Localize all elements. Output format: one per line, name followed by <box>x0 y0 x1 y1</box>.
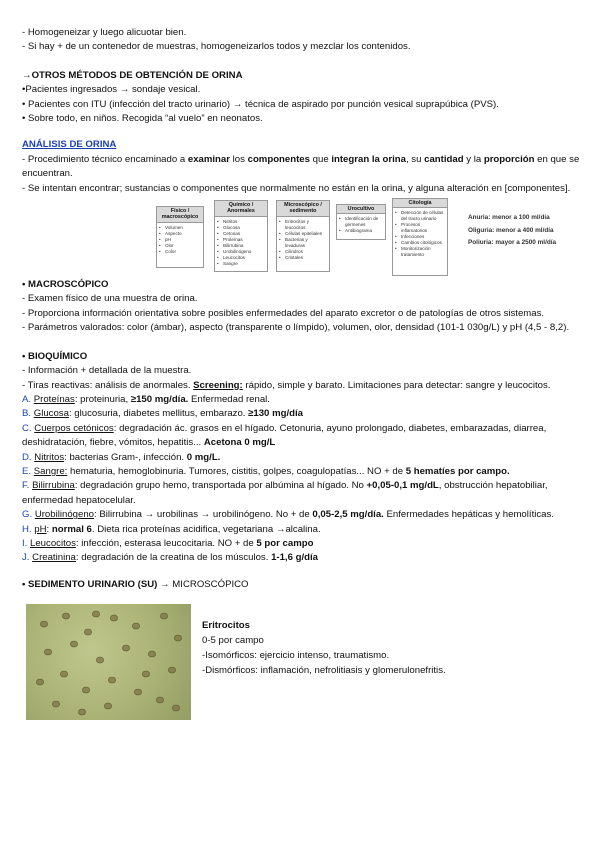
bioquimico-item: J. Creatinina: degradación de la creatina de los músculos. 1-1,6 g/día <box>22 552 318 564</box>
erythrocyte-cell <box>60 671 67 677</box>
text-paragraph: - Proporciona información orientativa sobre posibles enfermedades del aparato excretor o de patologías de otros sistemas. <box>22 307 545 319</box>
microscopico-list <box>277 217 329 263</box>
diagram-item: • Aspecto <box>165 231 201 237</box>
quimico-list <box>215 217 267 269</box>
citologia-title: Citología <box>393 199 447 208</box>
erythrocyte-cell <box>52 701 59 707</box>
diagram-item: • Olor <box>165 243 201 249</box>
bioquimico-item: H. pH: normal 6. Dieta rica proteínas acidifica, vegetariana →alcalina. <box>22 523 321 535</box>
text-paragraph: - Parámetros valorados: color (ámbar), aspecto (transparente o límpido), volumen, olor, densidad (101-1 030g/L) y pH (4,5 - 8,2). <box>22 322 570 334</box>
erythrocyte-cell <box>148 651 155 657</box>
diagram-item: • Bacterias y levaduras <box>285 237 327 249</box>
diagram-item: • Monitorización tratamiento <box>401 246 445 258</box>
diagram-item: • pH <box>165 237 201 243</box>
diagram-item: • Identificación de gérmenes <box>345 216 383 228</box>
bioquimico-list <box>22 393 582 566</box>
fisico-box <box>156 206 204 268</box>
citologia-list <box>393 208 447 260</box>
diagram-item: • Bilirrubina <box>223 243 265 249</box>
sediment-figure <box>22 604 582 724</box>
text-line: •Pacientes ingresados → sondaje vesical. <box>22 84 201 96</box>
erythrocyte-cell <box>132 623 139 629</box>
macro-section <box>22 278 582 336</box>
sedimento-section <box>22 578 582 724</box>
document-page <box>22 26 582 724</box>
text-line: • Sobre todo, en niños. Recogida “al vuelo” en neonatos. <box>22 113 263 125</box>
citologia-box <box>392 198 448 276</box>
text-paragraph: - Se intentan encontrar; sustancias o componentes que normalmente no están en la orina, y alguna alteración en [componentes]. <box>22 182 571 194</box>
bioquimico-item: I. Leucocitos: infección, esterasa leucocitaria. NO + de 5 por campo <box>22 537 314 549</box>
diagram-item: • Proteínas <box>223 237 265 243</box>
diagram-item: • Glucosa <box>223 225 265 231</box>
anuria-label: Anuria: menor a 100 ml/día <box>468 214 550 222</box>
analisis-link[interactable]: ANÁLISIS DE ORINA <box>22 139 117 151</box>
urocultivo-title: Urocultivo <box>337 205 385 214</box>
quimico-box <box>214 200 268 272</box>
text-line: - Examen físico de una muestra de orina. <box>22 293 198 305</box>
erythrocyte-cell <box>160 613 167 619</box>
bioquimico-section <box>22 350 582 566</box>
diagram-item: • Infecciones <box>401 234 445 240</box>
text-line: 0-5 por campo <box>202 635 264 647</box>
volume-legend <box>468 212 556 250</box>
text-line: -Dismórficos: inflamación, nefrolitiasis y glomerulonefritis. <box>202 665 446 677</box>
urocultivo-box <box>336 204 386 240</box>
erythrocyte-cell <box>104 703 111 709</box>
otros-section <box>22 69 582 127</box>
section-heading: • BIOQUÍMICO <box>22 350 88 362</box>
section-heading: • MACROSCÓPICO <box>22 279 109 291</box>
diagram-item: • Sangre <box>223 261 265 267</box>
diagram-item: • Urobilinógeno <box>223 249 265 255</box>
diagram-item: • Procesos inflamatorios <box>401 222 445 234</box>
diagram-item: • Leucocitos <box>223 255 265 261</box>
bioquimico-item: D. Nitritos: bacterias Gram-, infección. 0 mg/L. <box>22 451 221 463</box>
erythrocyte-cell <box>168 667 175 673</box>
diagram-item: • Volumen <box>165 225 201 231</box>
diagram-item: • Cetonas <box>223 231 265 237</box>
erythrocyte-cell <box>62 613 69 619</box>
diagram-item: • Antibiograma <box>345 228 383 234</box>
bioquimico-item: G. Urobilinógeno: Bilirrubina → urobilinas → urobilinógeno. No + de 0,05-2,5 mg/día. Enfermedades hepáticas y hemolíticas. <box>22 509 554 521</box>
erythrocyte-cell <box>40 621 47 627</box>
text-line: -Isomórficos: ejercicio intenso, traumatismo. <box>202 650 390 662</box>
erythrocyte-cell <box>156 697 163 703</box>
section-heading: • SEDIMENTO URINARIO (SU) → MICROSCÓPICO <box>22 578 249 590</box>
erythrocyte-cell <box>84 629 91 635</box>
erythrocytes-caption <box>202 618 446 678</box>
erythrocyte-cell <box>44 649 51 655</box>
bioquimico-item: E. Sangre: hematuria, hemoglobinuria. Tumores, cistitis, golpes, coagulopatías... NO + de 5 hematíes por campo. <box>22 465 510 477</box>
urine-analysis-diagram <box>22 198 582 276</box>
bioquimico-item: F. Bilirrubina: degradación grupo hemo, transportada por albúmina al hígado. No +0,05-0,1 mg/dL, obstrucción hepatobiliar, enfermedad hepatocelular. <box>22 480 548 506</box>
erythrocyte-cell <box>142 671 149 677</box>
text-line: • Pacientes con ITU (infección del tracto urinario) → técnica de aspirado por punción vesical suprapúbica (PVS). <box>22 98 499 110</box>
text-line: - Información + detallada de la muestra. <box>22 365 192 377</box>
text-line: - Si hay + de un contenedor de muestras, homogeneizarlos todos y mezclar los contenidos. <box>22 41 411 53</box>
text-paragraph: - Tiras reactivas: análisis de anormales. Screening: rápido, simple y barato. Limitaciones para detectar: sangre y leucocitos. <box>22 379 551 391</box>
erythrocyte-cell <box>122 645 129 651</box>
urocultivo-list <box>337 214 385 236</box>
diagram-item: • Color <box>165 249 201 255</box>
diagram-item: • Nitritos <box>223 219 265 225</box>
text-paragraph: - Procedimiento técnico encaminado a examinar los componentes que integran la orina, su cantidad y la proporción en que se encuentran. <box>22 153 580 180</box>
erythrocyte-cell <box>172 705 179 711</box>
erythrocyte-cell <box>70 641 77 647</box>
poliuria-label: Poliuria: mayor a 2500 ml/día <box>468 239 557 247</box>
erythrocyte-cell <box>110 615 117 621</box>
diagram-item: • Cambios citológicos <box>401 240 445 246</box>
erythrocyte-cell <box>92 611 99 617</box>
erythrocyte-cell <box>82 687 89 693</box>
erythrocytes-micrograph <box>26 604 191 720</box>
analisis-section <box>22 138 582 276</box>
microscopico-box <box>276 200 330 272</box>
bioquimico-item: A. Proteínas: proteinuria, ≥150 mg/día. Enfermedad renal. <box>22 393 270 405</box>
bioquimico-item: B. Glucosa: glucosuria, diabetes mellitus, embarazo. ≥130 mg/día <box>22 408 303 420</box>
fisico-title: Físico / macroscópico <box>157 207 203 223</box>
text-line: - Homogeneizar y luego alicuotar bien. <box>22 27 187 38</box>
fisico-list <box>157 223 203 257</box>
section-heading: →OTROS MÉTODOS DE OBTENCIÓN DE ORINA <box>22 69 243 81</box>
diagram-item: • Cristales <box>285 255 327 261</box>
diagram-item: • Detección de células del tracto urinario <box>401 210 445 222</box>
erythrocytes-title: Eritrocitos <box>202 620 250 632</box>
bioquimico-item: C. Cuerpos cetónicos: degradación ác. grasos en el hígado. Cetonuria, ayuno prolongado, diabetes, embarazadas, diarrea, deshidratación, fiebre, vómitos, hepatitis... Acetona 0 mg/L <box>22 422 547 449</box>
diagram-item: • Cilindros <box>285 249 327 255</box>
microscopico-title: Microscópico / sedimento <box>277 201 329 217</box>
erythrocyte-cell <box>174 635 181 641</box>
diagram-item: • Eritrocitos y leucocitos <box>285 219 327 231</box>
erythrocyte-cell <box>96 657 103 663</box>
erythrocyte-cell <box>36 679 43 685</box>
erythrocyte-cell <box>134 689 141 695</box>
oliguria-label: Oliguria: menor a 400 ml/día <box>468 226 554 234</box>
diagram-item: • Células epiteliales <box>285 231 327 237</box>
erythrocyte-cell <box>78 709 85 715</box>
quimico-title: Químico / Anormales <box>215 201 267 217</box>
erythrocyte-cell <box>108 677 115 683</box>
